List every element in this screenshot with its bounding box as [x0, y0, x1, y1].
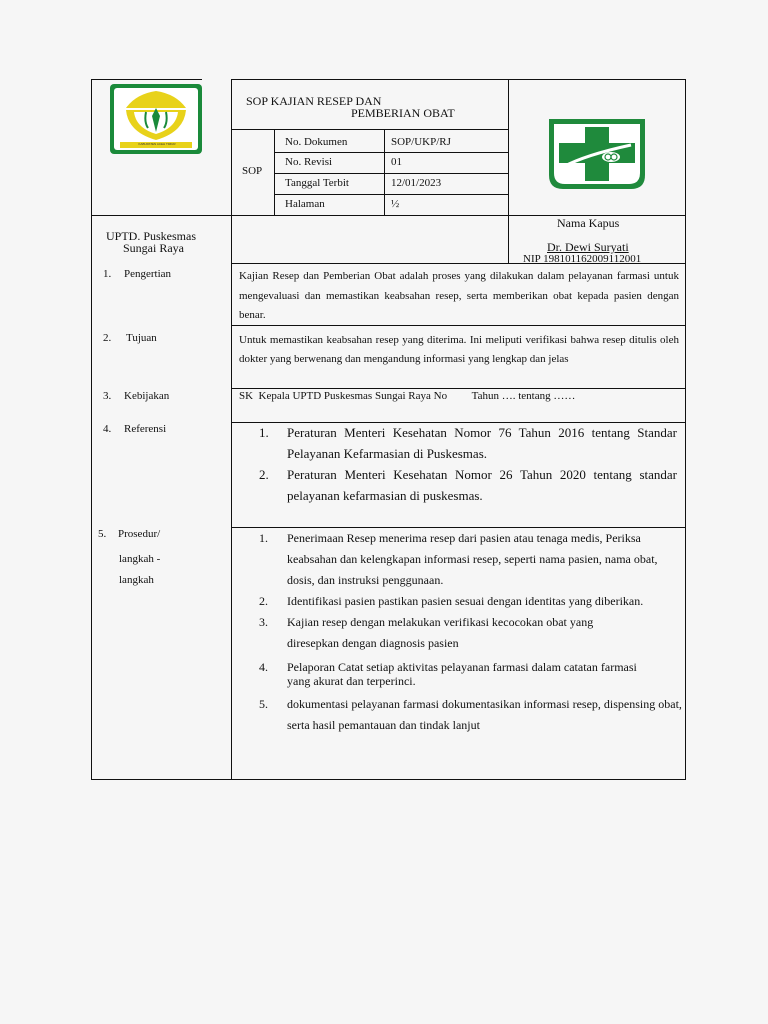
section-label-pengertian: Pengertian [124, 268, 172, 280]
section-num-referensi: 4. [103, 423, 112, 435]
logo-caption: KABUPATEN ACEH TIMUR [138, 142, 176, 146]
section-label-prosedur-3: langkah [119, 574, 154, 586]
document-title-line2: PEMBERIAN OBAT [351, 106, 455, 120]
kapus-label: Nama Kapus [557, 216, 620, 230]
list-item: 2. Peraturan Menteri Kesehatan Nomor 26 Tahun 2020 tentang standar pelayanan kefarmasian di puskesmas. [259, 467, 677, 503]
section-num-kebijakan: 3. [103, 390, 112, 402]
list-item: 2. Identifikasi pasien pastikan pasien sesuai dengan identitas yang diberikan. [259, 594, 644, 608]
org-name-line1: UPTD. Puskesmas [106, 229, 197, 243]
meta-value-tanggal: 12/01/2023 [391, 177, 442, 189]
section-num-pengertian: 1. [103, 268, 112, 280]
meta-label-halaman: Halaman [285, 198, 325, 210]
list-item: 4. Pelaporan Catat setiap aktivitas pelayanan farmasi dalam catatan farmasi yang akurat dan terperinci. [259, 660, 637, 688]
section-label-referensi: Referensi [124, 423, 167, 435]
meta-value-revisi: 01 [391, 156, 402, 168]
meta-label-revisi: No. Revisi [285, 156, 333, 168]
section-label-kebijakan: Kebijakan [124, 390, 170, 402]
prosedur-list [259, 528, 682, 736]
meta-label-tanggal: Tanggal Terbit [285, 177, 349, 189]
list-item: 3. Kajian resep dengan melakukan verifikasi kecocokan obat yang diresepkan dengan diagnosis pasien [259, 615, 594, 650]
list-item: 1. Penerimaan Resep menerima resep dari pasien atau tenaga medis, Periksa keabsahan dan kelengkapan informasi resep, seperti nama pasien, nama obat, dosis, dan instruksi penggunaan. [259, 531, 658, 587]
section-text-tujuan: Untuk memastikan keabsahan resep yang diterima. Ini meliputi verifikasi bahwa resep ditulis oleh dokter yang berwenang dan mengandung informasi yang lengkap dan jelas [239, 334, 679, 365]
kapus-name: Dr. Dewi Suryati [547, 240, 629, 254]
meta-label-dokumen: No. Dokumen [285, 136, 348, 148]
puskesmas-logo [545, 115, 649, 193]
section-label-tujuan: Tujuan [126, 332, 157, 344]
section-num-tujuan: 2. [103, 332, 112, 344]
section-text-kebijakan: SK Kepala UPTD Puskesmas Sungai Raya No Tahun …. tentang …… [239, 390, 576, 402]
org-name-line2: Sungai Raya [123, 241, 184, 255]
sop-label: SOP [242, 165, 263, 177]
referensi-list [259, 422, 677, 506]
section-label-prosedur-2: langkah - [119, 553, 161, 565]
regency-logo [106, 82, 206, 156]
meta-value-halaman: ½ [391, 198, 400, 210]
kapus-nip: NIP 198101162009112001 [523, 253, 642, 265]
list-item: 1. Peraturan Menteri Kesehatan Nomor 76 Tahun 2016 tentang Standar Pelayanan Kefarmasian di Puskesmas. [259, 425, 677, 461]
section-label-prosedur-1: Prosedur/ [118, 528, 161, 540]
list-item: 5. dokumentasi pelayanan farmasi dokumentasikan informasi resep, dispensing obat, serta hasil pemantauan dan tindak lanjut [259, 697, 682, 732]
section-num-prosedur: 5. [98, 528, 107, 540]
section-text-pengertian: Kajian Resep dan Pemberian Obat adalah proses yang dilakukan dalam pelayanan farmasi untuk mengevaluasi dan memastikan keabsahan resep, serta memberikan obat kepada pasien dengan benar. [239, 270, 679, 321]
meta-value-dokumen: SOP/UKP/RJ [391, 136, 451, 148]
document-title-line1: SOP KAJIAN RESEP DAN [246, 94, 382, 108]
